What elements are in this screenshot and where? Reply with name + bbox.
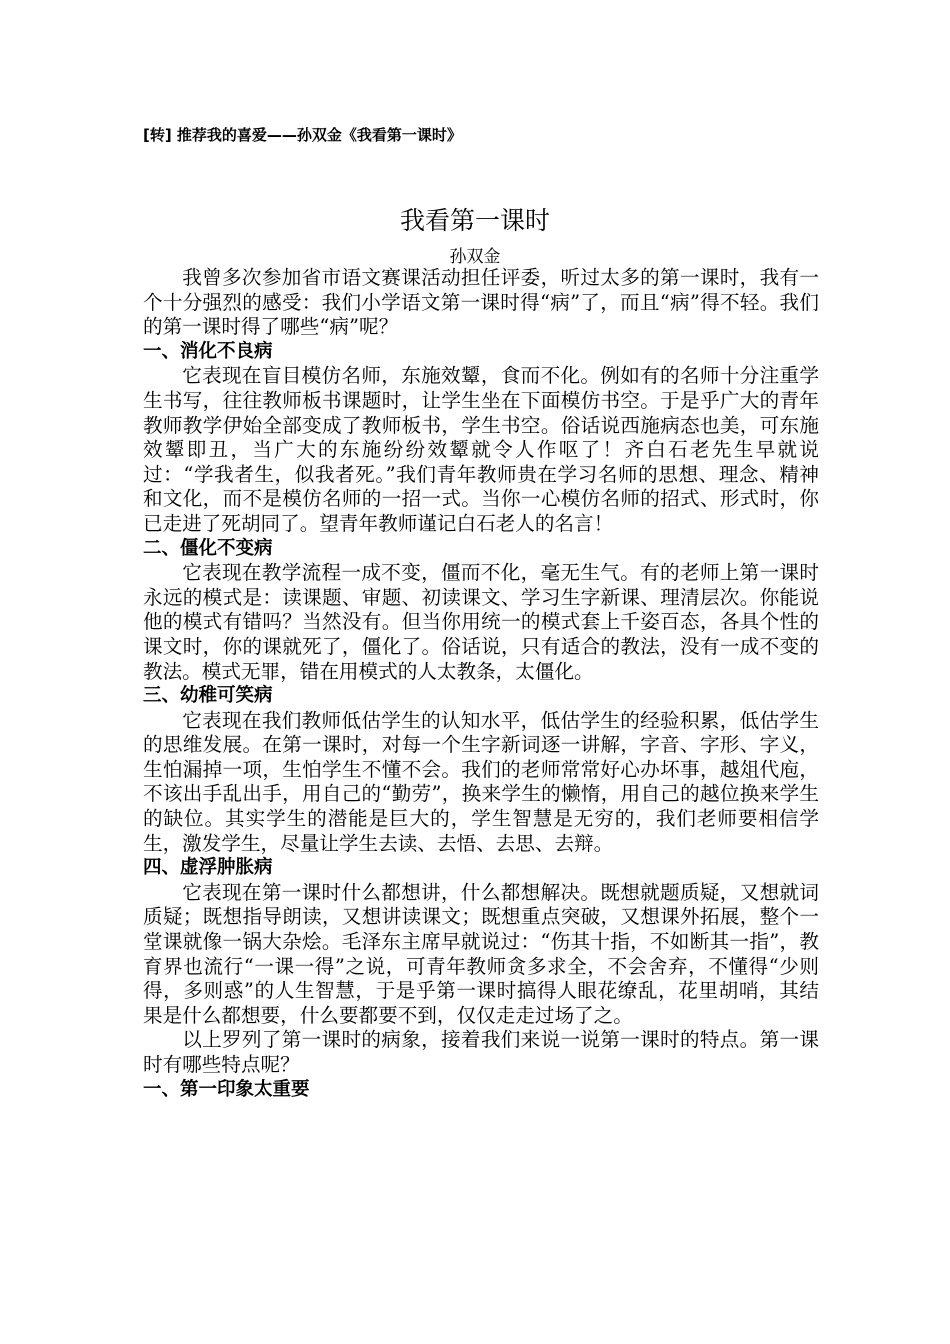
section-paragraph-4: 它表现在第一课时什么都想讲，什么都想解决。既想就题质疑，又想就词质疑；既想指导朗读，又想讲读课文；既想重点突破，又想课外拓展，整个一堂课就像一锅大杂烩。毛泽东主席早就说过：“伤其十指，不如断其一指”，教育界也流行“一课一得”之说，可青年教师贪多求全，不会舍弃，不懂得“少则得，多则惑”的人生智慧，于是乎第一课时搞得人眼花缭乱，花里胡哨，其结果是什么都想要，什么要都要不到，仅仅走走过场了之。 — [143, 880, 819, 1027]
section-heading-4: 四、虚浮肿胀病 — [143, 857, 273, 879]
document-title: 我看第一课时 — [399, 206, 550, 235]
document-body — [143, 266, 819, 1102]
intro-paragraph: 我曾多次参加省市语文赛课活动担任评委，听过太多的第一课时，我有一个十分强烈的感受：我们小学语文第一课时得“病”了，而且“病”得不轻。我们的第一课时得了哪些“病”呢？ — [143, 266, 819, 339]
section-heading-2: 二、僵化不变病 — [143, 537, 273, 559]
section-heading-3: 三、幼稚可笑病 — [143, 685, 273, 707]
section-paragraph-3: 它表现在我们教师低估学生的认知水平，低估学生的经验积累，低估学生的思维发展。在第一课时，对每一个生字新词逐一讲解，字音、字形、字义，生怕漏掉一项，生怕学生不懂不会。我们的老师常常好心办坏事，越俎代庖，不该出手乱出手，用自己的“勤劳”，换来学生的懒惰，用自己的越位换来学生的缺位。其实学生的潜能是巨大的，学生智慧是无穷的，我们老师要相信学生，激发学生，尽量让学生去读、去悟、去思、去辩。 — [143, 708, 819, 855]
document-author: 孙双金 — [449, 247, 501, 267]
next-section-heading: 一、第一印象太重要 — [143, 1078, 310, 1100]
conclusion-paragraph: 以上罗列了第一课时的病象，接着我们来说一说第一课时的特点。第一课时有哪些特点呢？ — [143, 1028, 819, 1076]
section-heading-1: 一、消化不良病 — [143, 340, 273, 362]
section-paragraph-2: 它表现在教学流程一成不变，僵而不化，毫无生气。有的老师上第一课时永远的模式是：读课题、审题、初读课文、学习生字新课、理清层次。你能说他的模式有错吗？当然没有。但当你用统一的模式套上千姿百态，各具个性的课文时，你的课就死了，僵化了。俗话说，只有适合的教法，没有一成不变的教法。模式无罪，错在用模式的人太教条，太僵化。 — [143, 561, 819, 683]
section-paragraph-1: 它表现在盲目模仿名师，东施效颦，食而不化。例如有的名师十分注重学生书写，往往教师板书课题时，让学生坐在下面模仿书空。于是乎广大的青年教师教学伊始全部变成了教师板书，学生书空。俗话说西施病态也美，可东施效颦即丑，当广大的东施纷纷效颦就令人作呕了！齐白石老先生早就说过：“学我者生，似我者死。”我们青年教师贵在学习名师的思想、理念、精神和文化，而不是模仿名师的一招一式。当你一心模仿名师的招式、形式时，你已走进了死胡同了。望青年教师谨记白石老人的名言！ — [143, 364, 819, 535]
header-note: [转] 推荐我的喜爱——孙双金《我看第一课时》 — [143, 126, 462, 144]
